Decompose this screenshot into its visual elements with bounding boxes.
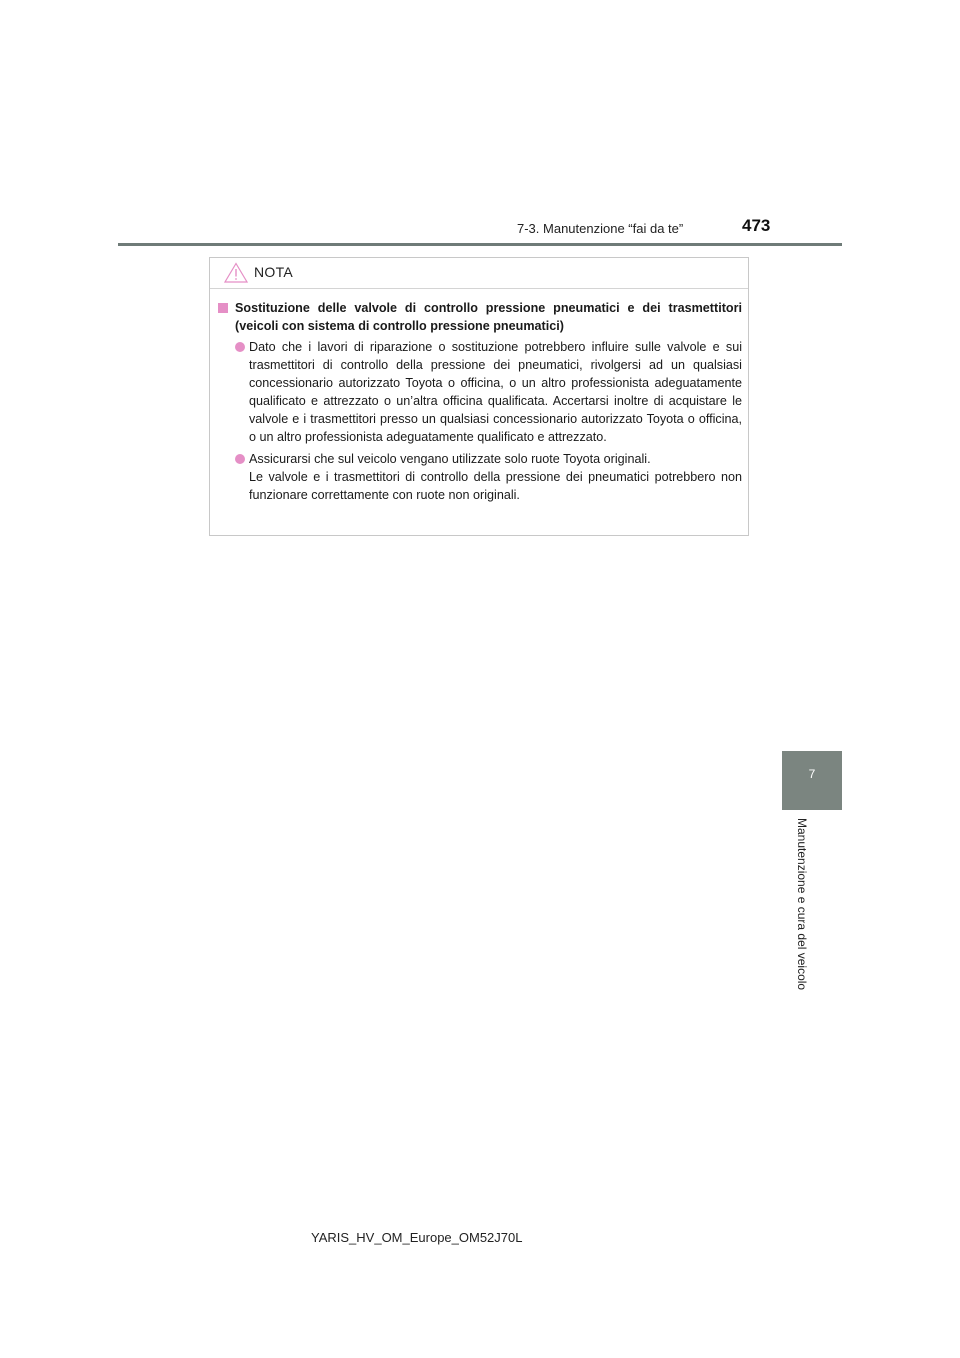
list-item-text: Dato che i lavori di riparazione o sostituzione potrebbero influire sulle valvole e sui trasmettitori di controllo della pressione dei pneumatici, rivolgersi ad un qualsiasi concessionario autorizzato Toyota o officina, o un altro professionista adeguatamente qualificato e attrezzato o un’altra officina qualificata. Accertarsi inoltre di acquistare le valvole e i trasmettitori presso un qualsiasi concessionario autorizzato Toyota o officina, o un altro professionista adeguatamente qualificato e attrezzato. — [249, 340, 742, 444]
list-item — [217, 450, 742, 504]
list-item — [217, 338, 742, 446]
chapter-label: Manutenzione e cura del veicolo — [795, 818, 809, 991]
warning-triangle-icon — [224, 262, 248, 283]
circle-bullet-icon — [235, 454, 245, 464]
note-title: NOTA — [254, 264, 294, 280]
chapter-tab — [782, 751, 842, 810]
section-heading — [217, 299, 742, 335]
header-section-title: 7-3. Manutenzione “fai da te” — [517, 221, 684, 236]
circle-bullet-icon — [235, 342, 245, 352]
note-body — [210, 289, 748, 504]
section-heading-text: Sostituzione delle valvole di controllo pressione pneumatici e dei trasmettitori (veicoli con sistema di controllo pressione pneumatici) — [235, 301, 742, 333]
footer-document-code: YARIS_HV_OM_Europe_OM52J70L — [311, 1230, 523, 1245]
chapter-number: 7 — [808, 767, 816, 781]
square-bullet-icon — [218, 303, 228, 313]
list-item-text-continued: Le valvole e i trasmettitori di controllo della pressione dei pneumatici potrebbero non funzionare correttamente con ruote non originali. — [249, 470, 742, 502]
header-rule — [118, 243, 842, 246]
list-item-text: Assicurarsi che sul veicolo vengano utilizzate solo ruote Toyota originali. — [249, 452, 651, 466]
page-number: 473 — [742, 216, 771, 235]
note-box — [209, 257, 749, 536]
note-header — [210, 258, 748, 289]
